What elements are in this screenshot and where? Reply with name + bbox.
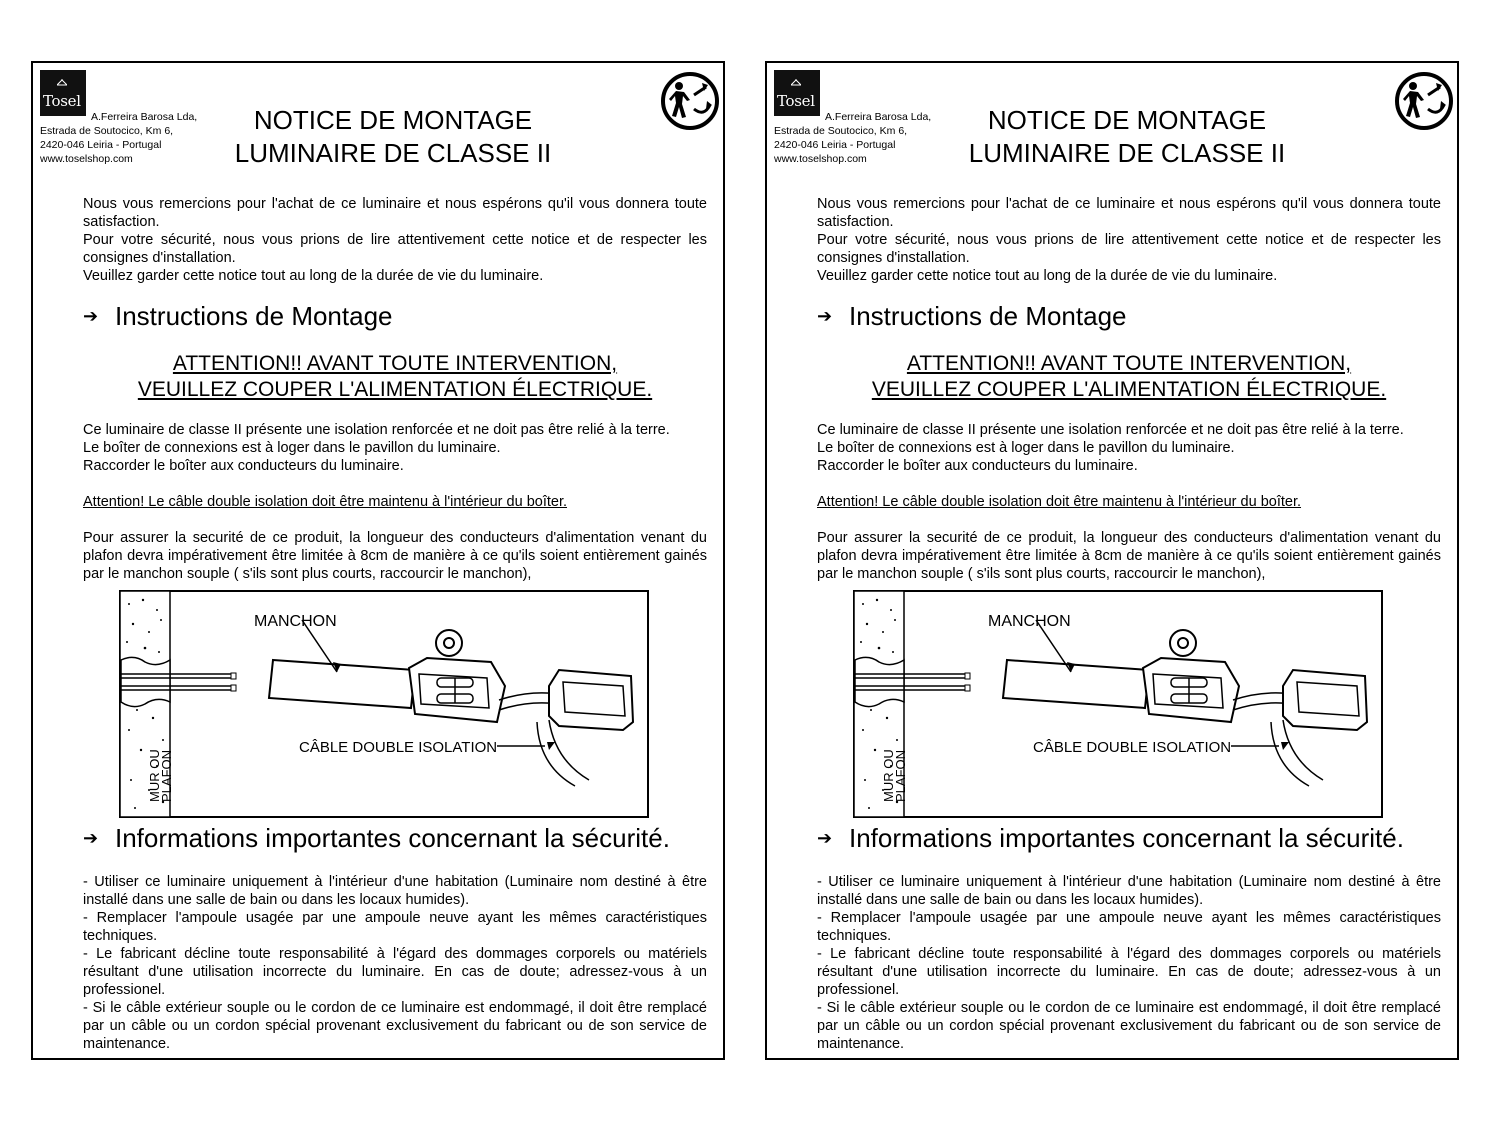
warning-line: VEUILLEZ COUPER L'ALIMENTATION ÉLECTRIQUE. bbox=[871, 378, 1387, 401]
safety-item: - Le fabricant décline toute responsabilité à l'égard des dommages corporels ou matériels résultant d'une utilisation incorrecte du luminaire. En cas de doute; adressez-vous à un professionel. bbox=[817, 946, 1441, 998]
address-line: 2420-046 Leiria - Portugal bbox=[774, 139, 896, 151]
intro-paragraph: Nous vous remercions pour l'achat de ce luminaire et nous espérons qu'il vous donnera toute satisfaction. bbox=[83, 196, 707, 230]
address-line: www.toselshop.com bbox=[40, 153, 133, 165]
label-sleeve: MANCHON bbox=[254, 613, 337, 630]
section-heading-mounting bbox=[83, 301, 393, 333]
lamp-icon bbox=[791, 79, 801, 86]
intro-text bbox=[817, 195, 1441, 285]
company-address bbox=[774, 110, 931, 166]
intro-paragraph: Pour votre sécurité, nous vous prions de lire attentivement cette notice et de respecter les consignes d'installation. bbox=[817, 232, 1441, 266]
mounting-line: Ce luminaire de classe II présente une isolation renforcée et ne doit pas être relié à la terre. bbox=[817, 422, 1404, 438]
section-heading-safety bbox=[83, 823, 670, 855]
cable-warning: Attention! Le câble double isolation doit être maintenu à l'intérieur du boîter. bbox=[817, 494, 1302, 510]
arrow-right-icon: ➔ bbox=[83, 828, 99, 849]
warning-line: ATTENTION!! AVANT TOUTE INTERVENTION, bbox=[906, 352, 1352, 375]
mounting-text bbox=[83, 421, 707, 475]
mounting-line: Raccorder le boîter aux conducteurs du luminaire. bbox=[83, 458, 404, 474]
wiring-diagram bbox=[853, 590, 1383, 818]
mounting-line: Raccorder le boîter aux conducteurs du luminaire. bbox=[817, 458, 1138, 474]
mounting-line: Le boîter de connexions est à loger dans le pavillon du luminaire. bbox=[817, 440, 1235, 456]
section-title: Informations importantes concernant la sécurité. bbox=[115, 823, 670, 853]
section-title: Instructions de Montage bbox=[849, 301, 1127, 331]
recycle-person-icon bbox=[1394, 71, 1454, 131]
address-line: Estrada de Soutocico, Km 6, bbox=[40, 125, 174, 137]
label-sleeve: MANCHON bbox=[988, 613, 1071, 630]
recycle-person-icon bbox=[660, 71, 720, 131]
label-ceiling: PLAFON bbox=[159, 749, 174, 802]
connection-box bbox=[1283, 670, 1367, 730]
intro-paragraph: Pour votre sécurité, nous vous prions de lire attentivement cette notice et de respecter les consignes d'installation. bbox=[83, 232, 707, 266]
safety-item: - Remplacer l'ampoule usagée par une ampoule neuve ayant les mêmes caractéristiques techniques. bbox=[83, 910, 707, 944]
title-line: LUMINAIRE DE CLASSE II bbox=[968, 138, 1286, 168]
connection-box bbox=[549, 670, 633, 730]
security-paragraph: Pour assurer la securité de ce produit, la longueur des conducteurs d'alimentation venant du plafon devra impérativement être limitée à 8cm de manière à ce qu'ils soient entièrement gainés par le manchon souple ( s'ils sont plus courts, raccourcir le manchon), bbox=[83, 530, 707, 582]
safety-list bbox=[83, 873, 707, 1053]
logo-text: Tosel bbox=[43, 92, 81, 110]
mounting-text bbox=[817, 421, 1441, 475]
notice-sheet-right bbox=[765, 61, 1459, 1060]
safety-list bbox=[817, 873, 1441, 1053]
address-line: A.Ferreira Barosa Lda, bbox=[825, 111, 932, 123]
section-heading-mounting bbox=[817, 301, 1127, 333]
lamp-icon bbox=[57, 79, 67, 86]
title-line: NOTICE DE MONTAGE bbox=[253, 105, 533, 135]
intro-paragraph: Veuillez garder cette notice tout au long de la durée de vie du luminaire. bbox=[83, 268, 544, 284]
title-line: LUMINAIRE DE CLASSE II bbox=[234, 138, 552, 168]
label-ceiling: PLAFON bbox=[893, 749, 908, 802]
safety-item: - Si le câble extérieur souple ou le cordon de ce luminaire est endommagé, il doit être remplacé par un câble ou un cordon spécial provenant exclusivement du fabricant ou de son service de maintenance. bbox=[817, 1000, 1441, 1052]
notice-title bbox=[957, 104, 1297, 170]
safety-item: - Remplacer l'ampoule usagée par une ampoule neuve ayant les mêmes caractéristiques techniques. bbox=[817, 910, 1441, 944]
security-paragraph: Pour assurer la securité de ce produit, la longueur des conducteurs d'alimentation venant du plafon devra impérativement être limitée à 8cm de manière à ce qu'ils soient entièrement gainés par le manchon souple ( s'ils sont plus courts, raccourcir le manchon), bbox=[817, 530, 1441, 582]
terminal-block bbox=[1143, 658, 1239, 722]
safety-item: - Utiliser ce luminaire uniquement à l'intérieur d'une habitation (Luminaire nom destiné à être installé dans une salle de bain ou dans les locaux humides). bbox=[817, 874, 1441, 908]
label-cable: CÂBLE DOUBLE ISOLATION bbox=[1033, 739, 1232, 756]
label-wall: MUR OU bbox=[147, 749, 162, 802]
warning-line: ATTENTION!! AVANT TOUTE INTERVENTION, bbox=[172, 352, 618, 375]
logo-text: Tosel bbox=[777, 92, 815, 110]
safety-item: - Si le câble extérieur souple ou le cordon de ce luminaire est endommagé, il doit être remplacé par un câble ou un cordon spécial provenant exclusivement du fabricant ou de son service de maintenance. bbox=[83, 1000, 707, 1052]
wiring-diagram bbox=[119, 590, 649, 818]
notice-title bbox=[223, 104, 563, 170]
address-line: 2420-046 Leiria - Portugal bbox=[40, 139, 162, 151]
section-title: Instructions de Montage bbox=[115, 301, 393, 331]
intro-text bbox=[83, 195, 707, 285]
intro-paragraph: Nous vous remercions pour l'achat de ce luminaire et nous espérons qu'il vous donnera toute satisfaction. bbox=[817, 196, 1441, 230]
cable-warning: Attention! Le câble double isolation doit être maintenu à l'intérieur du boîter. bbox=[83, 494, 568, 510]
address-line: Estrada de Soutocico, Km 6, bbox=[774, 125, 908, 137]
power-off-warning bbox=[817, 351, 1441, 403]
warning-line: VEUILLEZ COUPER L'ALIMENTATION ÉLECTRIQUE. bbox=[137, 378, 653, 401]
terminal-block bbox=[409, 658, 505, 722]
address-line: www.toselshop.com bbox=[774, 153, 867, 165]
safety-item: - Le fabricant décline toute responsabilité à l'égard des dommages corporels ou matériels résultant d'une utilisation incorrecte du luminaire. En cas de doute; adressez-vous à un professionel. bbox=[83, 946, 707, 998]
arrow-right-icon: ➔ bbox=[83, 306, 99, 327]
safety-item: - Utiliser ce luminaire uniquement à l'intérieur d'une habitation (Luminaire nom destiné à être installé dans une salle de bain ou dans les locaux humides). bbox=[83, 874, 707, 908]
label-wall: MUR OU bbox=[881, 749, 896, 802]
arrow-right-icon: ➔ bbox=[817, 306, 833, 327]
power-off-warning bbox=[83, 351, 707, 403]
mounting-line: Ce luminaire de classe II présente une isolation renforcée et ne doit pas être relié à la terre. bbox=[83, 422, 670, 438]
section-title: Informations importantes concernant la sécurité. bbox=[849, 823, 1404, 853]
intro-paragraph: Veuillez garder cette notice tout au long de la durée de vie du luminaire. bbox=[817, 268, 1278, 284]
section-heading-safety bbox=[817, 823, 1404, 855]
label-cable: CÂBLE DOUBLE ISOLATION bbox=[299, 739, 498, 756]
address-line: A.Ferreira Barosa Lda, bbox=[91, 111, 198, 123]
notice-sheet-left bbox=[31, 61, 725, 1060]
title-line: NOTICE DE MONTAGE bbox=[987, 105, 1267, 135]
mounting-line: Le boîter de connexions est à loger dans le pavillon du luminaire. bbox=[83, 440, 501, 456]
arrow-right-icon: ➔ bbox=[817, 828, 833, 849]
company-address bbox=[40, 110, 197, 166]
